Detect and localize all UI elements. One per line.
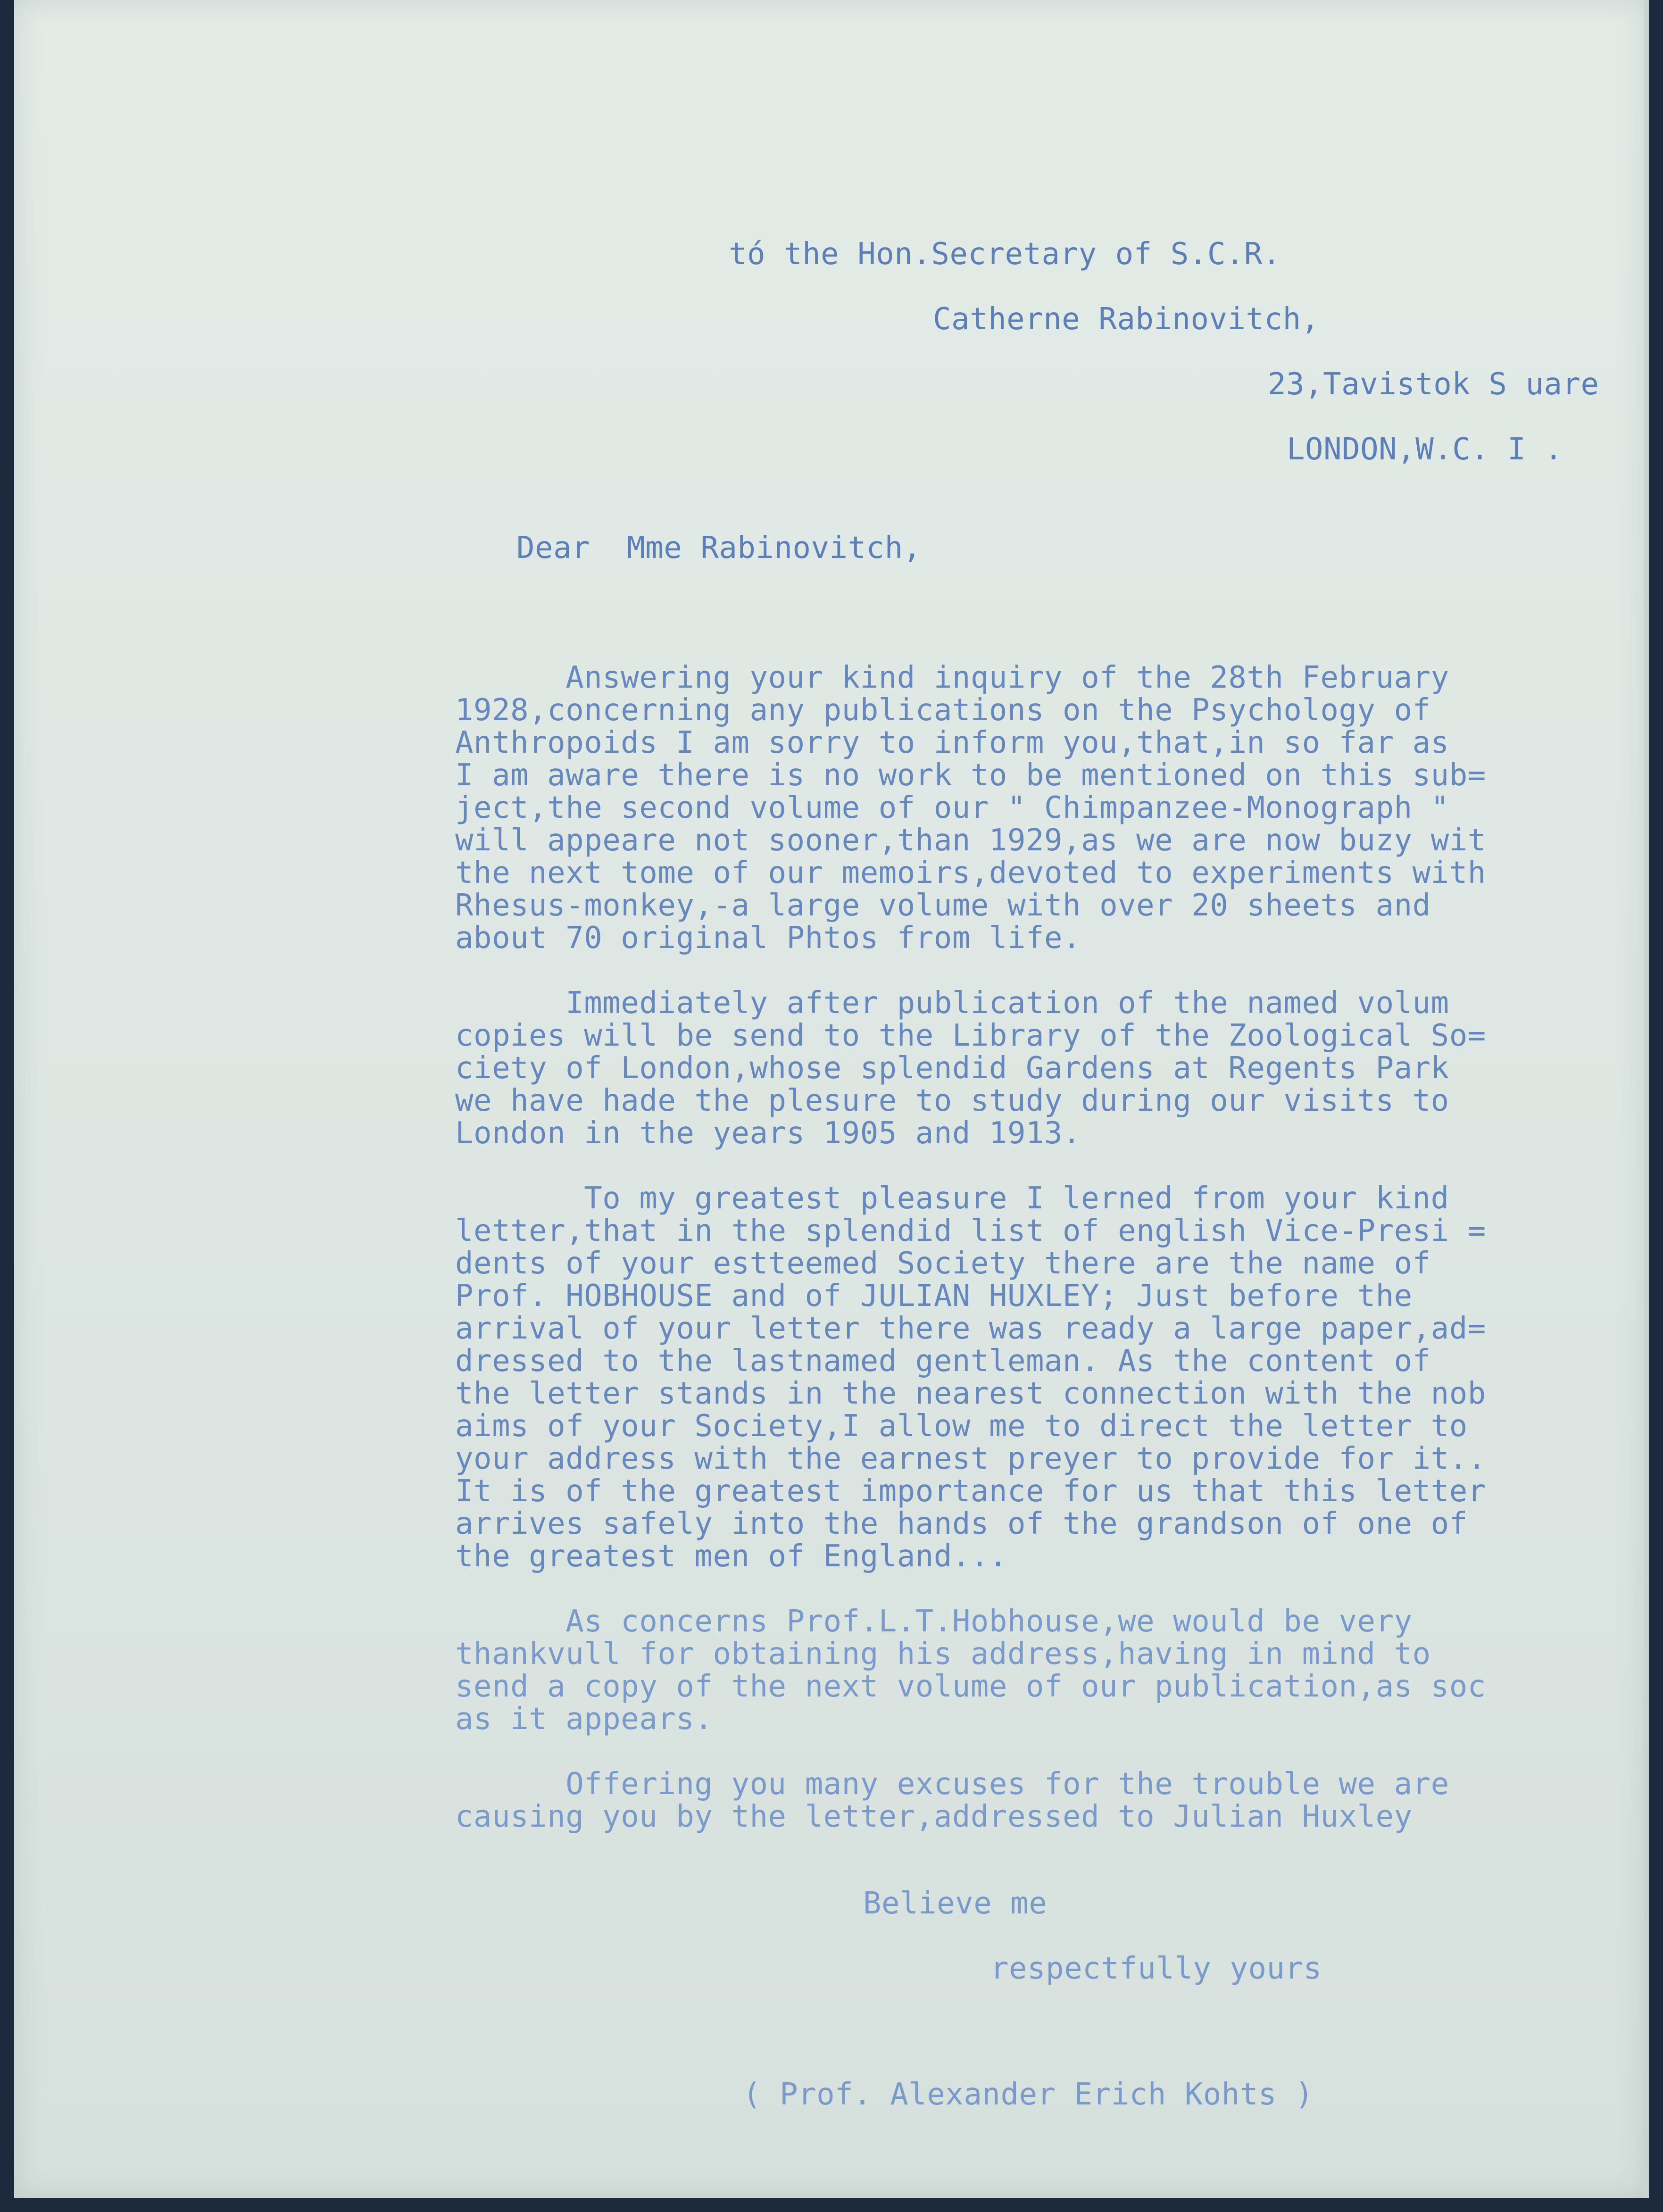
paragraph-1-line-3: Anthropoids I am sorry to inform you,that,in so far as bbox=[455, 725, 1449, 760]
paragraph-3-line-3: dents of your estteemed Society there are the name of bbox=[455, 1246, 1431, 1281]
paragraph-3-line-2: letter,that in the splendid list of english Vice-Presi = bbox=[455, 1214, 1486, 1248]
paper-edge bbox=[1644, 0, 1649, 2198]
paragraph-2-line-3: ciety of London,whose splendid Gardens at Regents Park bbox=[455, 1051, 1449, 1086]
paragraph-1-line-8: Rhesus-monkey,-a large volume with over 20 sheets and bbox=[455, 888, 1431, 923]
paragraph-3-line-10: It is of the greatest importance for us that this letter bbox=[455, 1474, 1486, 1509]
address-line-2: Catherne Rabinovitch, bbox=[933, 302, 1320, 337]
paragraph-2-line-1: Immediately after publication of the named volum bbox=[455, 986, 1449, 1021]
paragraph-3-line-11: arrives safely into the hands of the grandson of one of bbox=[455, 1506, 1468, 1541]
paragraph-4-line-3: send a copy of the next volume of our publication,as soc bbox=[455, 1669, 1486, 1704]
paragraph-4-line-2: thankvull for obtaining his address,having in mind to bbox=[455, 1637, 1431, 1671]
paragraph-4-line-4: as it appears. bbox=[455, 1702, 713, 1737]
closing-line-2: respectfully yours bbox=[990, 1951, 1322, 1986]
address-line-4: LONDON,W.C. I . bbox=[1287, 432, 1563, 467]
closing-line-1: Believe me bbox=[863, 1886, 1048, 1921]
paragraph-1-line-7: the next tome of our memoirs,devoted to experiments with bbox=[455, 856, 1486, 890]
address-line-1: tó the Hon.Secretary of S.C.R. bbox=[729, 237, 1281, 272]
paragraph-3-line-1: To my greatest pleasure I lerned from your kind bbox=[455, 1181, 1449, 1216]
paragraph-3-line-6: dressed to the lastnamed gentleman. As the content of bbox=[455, 1344, 1431, 1379]
paragraph-3-line-5: arrival of your letter there was ready a large paper,ad= bbox=[455, 1311, 1486, 1346]
paragraph-5-line-1: Offering you many excuses for the trouble we are bbox=[455, 1767, 1449, 1802]
paragraph-2-line-2: copies will be send to the Library of the Zoological So= bbox=[455, 1018, 1486, 1053]
paragraph-3-line-8: aims of your Society,I allow me to direct the letter to bbox=[455, 1409, 1468, 1444]
paragraph-2-line-4: we have hade the plesure to study during our visits to bbox=[455, 1083, 1449, 1118]
paragraph-1-line-4: I am aware there is no work to be mentioned on this sub= bbox=[455, 758, 1486, 793]
paragraph-3-line-4: Prof. HOBHOUSE and of JULIAN HUXLEY; Just before the bbox=[455, 1279, 1413, 1314]
paragraph-1-line-9: about 70 original Phtos from life. bbox=[455, 921, 1081, 956]
paragraph-3-line-7: the letter stands in the nearest connection with the nob bbox=[455, 1376, 1486, 1411]
paragraph-2-line-5: London in the years 1905 and 1913. bbox=[455, 1116, 1081, 1151]
paragraph-1-line-6: will appeare not sooner,than 1929,as we are now buzy wit bbox=[455, 823, 1486, 858]
address-line-3: 23,Tavistok S uare bbox=[1268, 367, 1599, 402]
paragraph-1-line-2: 1928,concerning any publications on the Psychology of bbox=[455, 693, 1431, 728]
signature: ( Prof. Alexander Erich Kohts ) bbox=[743, 2077, 1314, 2112]
paragraph-5-line-2: causing you by the letter,addressed to Julian Huxley bbox=[455, 1799, 1413, 1834]
paragraph-1-line-5: ject,the second volume of our " Chimpanzee-Monograph " bbox=[455, 790, 1449, 825]
paragraph-4-line-1: As concerns Prof.L.T.Hobhouse,we would be very bbox=[455, 1604, 1413, 1639]
salutation: Dear Mme Rabinovitch, bbox=[516, 531, 922, 565]
paragraph-3-line-12: the greatest men of England... bbox=[455, 1539, 1007, 1574]
paragraph-3-line-9: your address with the earnest preyer to provide for it.. bbox=[455, 1441, 1486, 1476]
paragraph-1-line-1: Answering your kind inquiry of the 28th February bbox=[455, 660, 1449, 695]
